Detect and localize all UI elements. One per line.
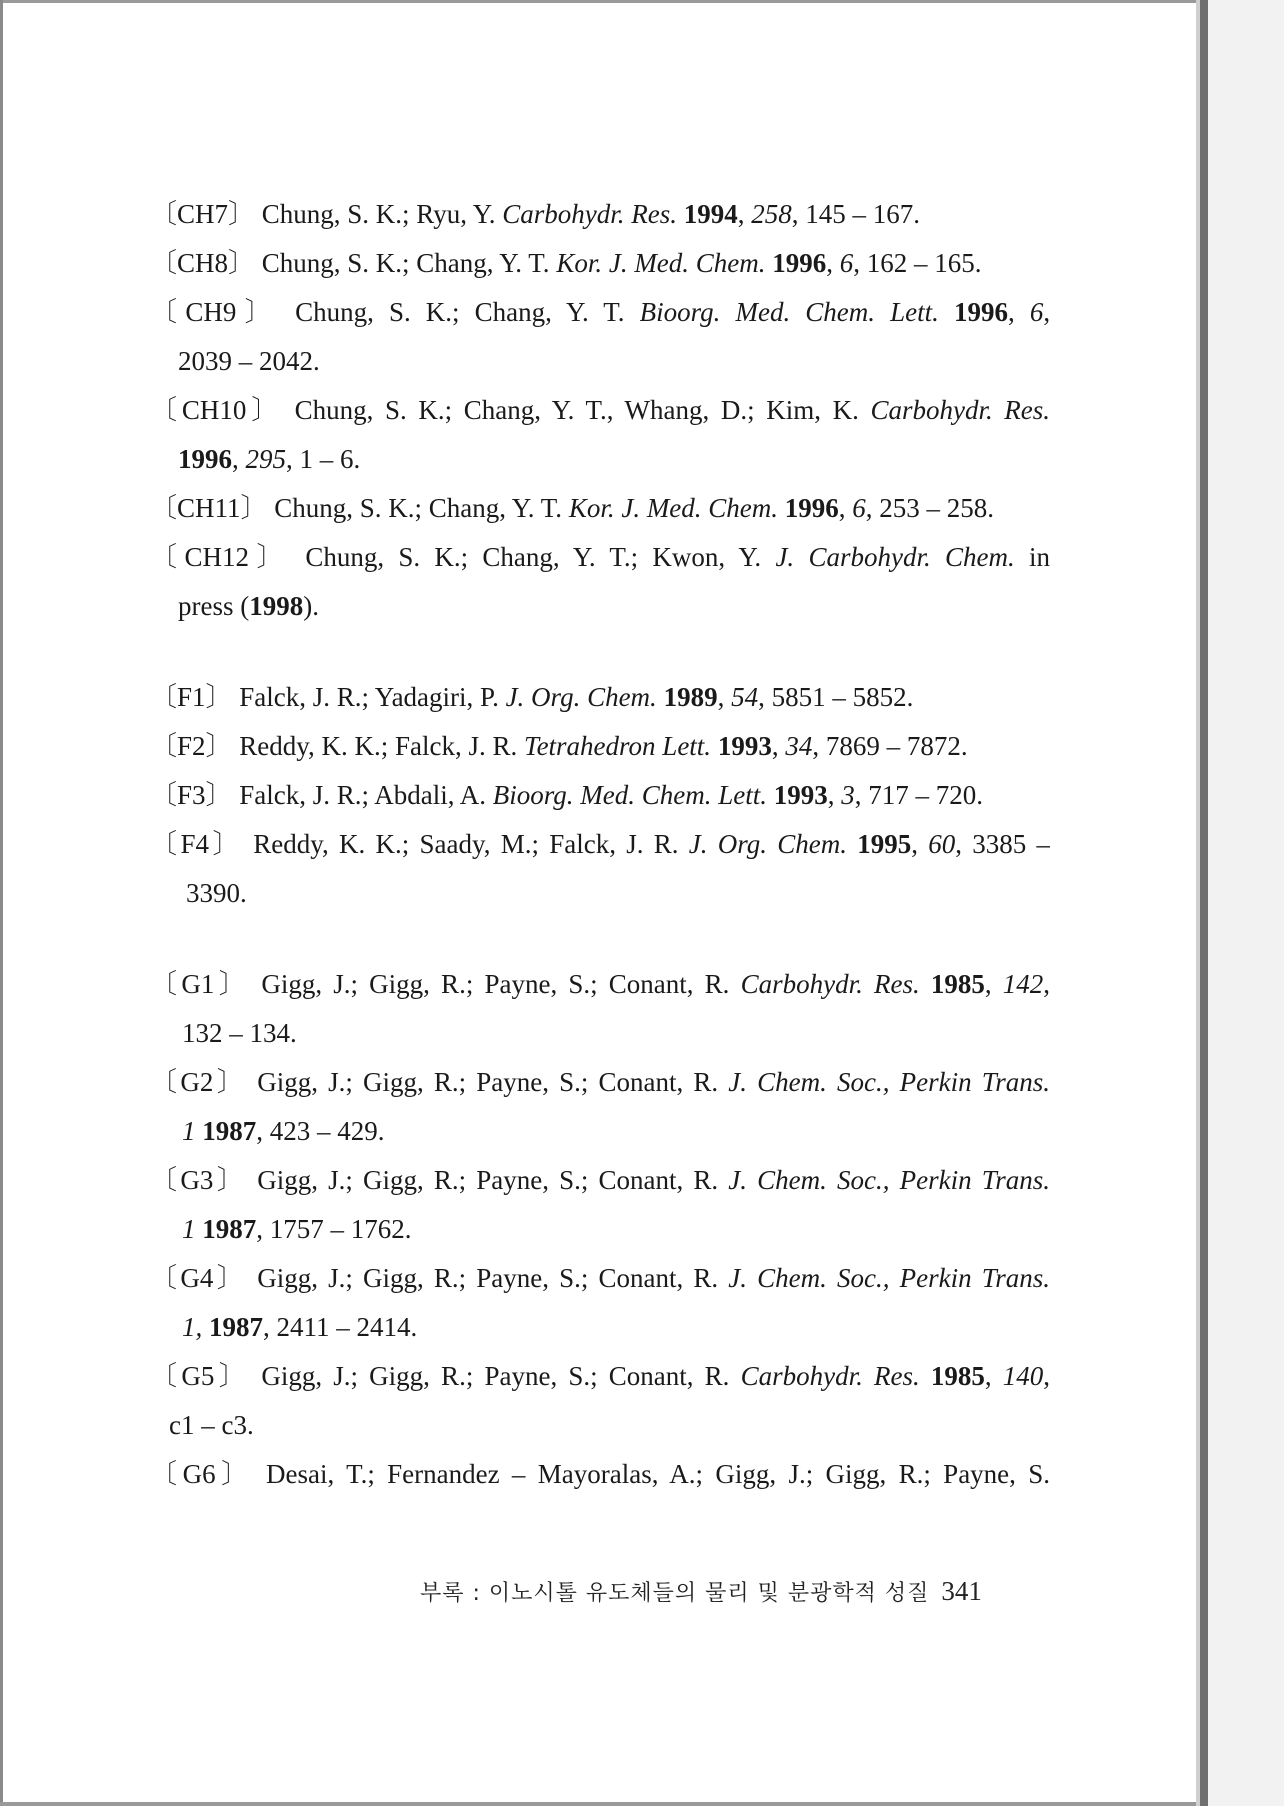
reference-ch10: 〔CH10〕 Chung, S. K.; Chang, Y. T., Whang, D.; Kim, K. Carbohydr. Res. 1996, 295, 1 – 6. — [150, 395, 1050, 474]
reference-f1: 〔F1〕 Falck, J. R.; Yadagiri, P. J. Org. Chem. 1989, 54, 5851 – 5852. — [150, 682, 914, 712]
reference-g4: 〔G4〕 Gigg, J.; Gigg, R.; Payne, S.; Conant, R. J. Chem. Soc., Perkin Trans. 1, 1987, 2411 – 2414. — [150, 1263, 1050, 1342]
page-gutter — [1208, 0, 1284, 1806]
scan-border-top — [0, 0, 1206, 3]
page-number: 341 — [941, 1576, 982, 1606]
reference-g6: 〔G6〕 Desai, T.; Fernandez – Mayoralas, A.; Gigg, J.; Gigg, R.; Payne, S. — [150, 1459, 1050, 1489]
reference-ch8: 〔CH8〕 Chung, S. K.; Chang, Y. T. Kor. J. Med. Chem. 1996, 6, 162 – 165. — [150, 248, 982, 278]
page-edge — [1200, 0, 1208, 1806]
scan-border-bottom — [0, 1802, 1206, 1806]
reference-list — [150, 190, 1050, 1499]
reference-g2: 〔G2〕 Gigg, J.; Gigg, R.; Payne, S.; Conant, R. J. Chem. Soc., Perkin Trans. 1 1987, 423 – 429. — [150, 1067, 1050, 1146]
reference-ch12: 〔CH12〕 Chung, S. K.; Chang, Y. T.; Kwon, Y. J. Carbohydr. Chem. in press (1998). — [150, 542, 1050, 621]
reference-ch7: 〔CH7〕 Chung, S. K.; Ryu, Y. Carbohydr. Res. 1994, 258, 145 – 167. — [150, 199, 920, 229]
reference-f3: 〔F3〕 Falck, J. R.; Abdali, A. Bioorg. Med. Chem. Lett. 1993, 3, 717 – 720. — [150, 780, 984, 810]
section-gap — [150, 918, 1050, 960]
reference-f2: 〔F2〕 Reddy, K. K.; Falck, J. R. Tetrahedron Lett. 1993, 34, 7869 – 7872. — [150, 731, 968, 761]
section-gap — [150, 631, 1050, 673]
reference-g3: 〔G3〕 Gigg, J.; Gigg, R.; Payne, S.; Conant, R. J. Chem. Soc., Perkin Trans. 1 1987, 1757 – 1762. — [150, 1165, 1050, 1244]
reference-g1: 〔G1〕 Gigg, J.; Gigg, R.; Payne, S.; Conant, R. Carbohydr. Res. 1985, 142, 132 – 134. — [150, 969, 1050, 1048]
scan-border-left — [0, 0, 3, 1806]
running-title: 부록 : 이노시톨 유도체들의 물리 및 분광학적 성질 — [420, 1581, 930, 1606]
reference-ch11: 〔CH11〕 Chung, S. K.; Chang, Y. T. Kor. J. Med. Chem. 1996, 6, 253 – 258. — [150, 493, 995, 523]
reference-ch9: 〔CH9〕 Chung, S. K.; Chang, Y. T. Bioorg. Med. Chem. Lett. 1996, 6, 2039 – 2042. — [150, 297, 1050, 376]
reference-g5: 〔G5〕 Gigg, J.; Gigg, R.; Payne, S.; Conant, R. Carbohydr. Res. 1985, 140, c1 – c3. — [150, 1361, 1050, 1440]
page-footer — [420, 1576, 982, 1607]
reference-f4: 〔F4〕 Reddy, K. K.; Saady, M.; Falck, J. R. J. Org. Chem. 1995, 60, 3385 – 3390. — [150, 829, 1050, 908]
